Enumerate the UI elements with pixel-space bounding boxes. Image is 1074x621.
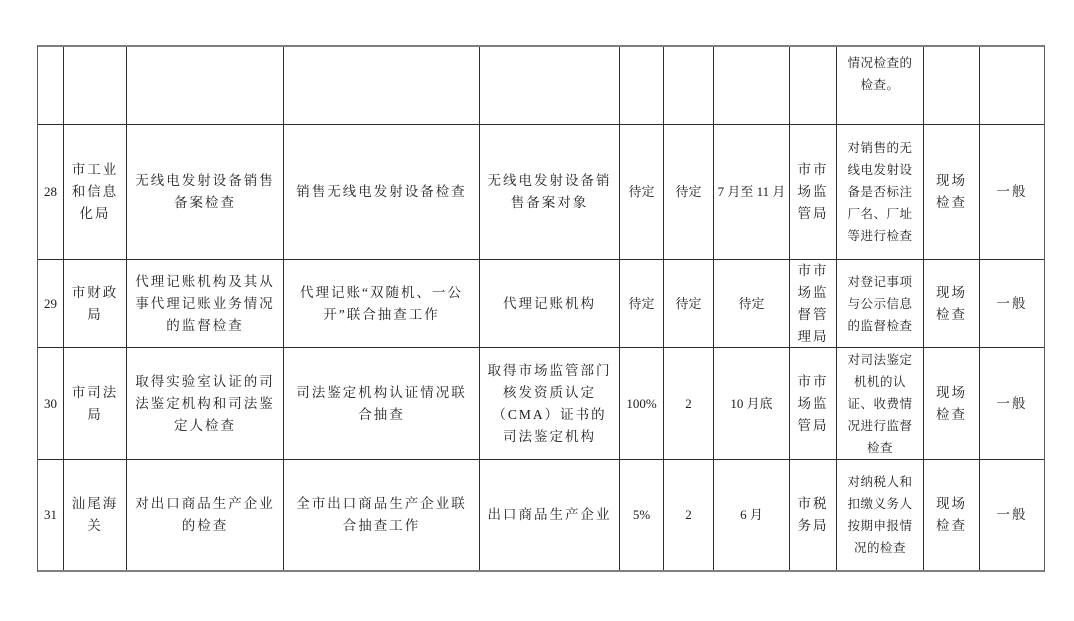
cell-lead-org: 市税务局 (790, 460, 837, 570)
cell-empty (620, 47, 664, 125)
cell-empty (38, 47, 64, 125)
cell-department: 汕尾海关 (64, 460, 127, 570)
cell-lead-org: 市市场监督管理局 (790, 260, 837, 348)
cell-empty (64, 47, 127, 125)
cell-empty (480, 47, 620, 125)
cell-time: 待定 (714, 260, 790, 348)
cell-department: 市财政局 (64, 260, 127, 348)
cell-item-name: 代理记账机构及其从事代理记账业务情况的监督检查 (127, 260, 284, 348)
cell-method: 现场检查 (924, 460, 980, 570)
cell-empty (714, 47, 790, 125)
cell-serial: 29 (38, 260, 64, 348)
cell-time: 7 月至 11 月 (714, 125, 790, 260)
cell-time: 6 月 (714, 460, 790, 570)
cell-task-name: 司法鉴定机构认证情况联合抽查 (284, 348, 480, 460)
cell-serial: 31 (38, 460, 64, 570)
cell-content: 对司法鉴定机机的认证、收费情况进行监督检查 (837, 348, 924, 460)
cell-content: 对销售的无线电发射设备是否标注厂名、厂址等进行检查 (837, 125, 924, 260)
cell-count: 待定 (664, 260, 714, 348)
cell-category: 一般 (980, 260, 1044, 348)
cell-count: 2 (664, 348, 714, 460)
cell-item-name: 取得实验室认证的司法鉴定机构和司法鉴定人检查 (127, 348, 284, 460)
cell-task-name: 全市出口商品生产企业联合抽查工作 (284, 460, 480, 570)
cell-empty (980, 47, 1044, 125)
cell-time: 10 月底 (714, 348, 790, 460)
cell-item-name: 无线电发射设备销售备案检查 (127, 125, 284, 260)
cell-category: 一般 (980, 348, 1044, 460)
cell-empty (664, 47, 714, 125)
cell-category: 一般 (980, 125, 1044, 260)
cell-object: 代理记账机构 (480, 260, 620, 348)
cell-lead-org: 市市场监管局 (790, 348, 837, 460)
cell-content-continuation: 情况检查的检查。 (837, 47, 924, 125)
cell-content: 对登记事项与公示信息的监督检查 (837, 260, 924, 348)
cell-department: 市司法局 (64, 348, 127, 460)
cell-object: 无线电发射设备销售备案对象 (480, 125, 620, 260)
cell-empty (790, 47, 837, 125)
cell-serial: 30 (38, 348, 64, 460)
cell-ratio: 100% (620, 348, 664, 460)
cell-ratio: 5% (620, 460, 664, 570)
cell-empty (127, 47, 284, 125)
inspection-plan-table (37, 45, 1045, 572)
cell-task-name: 代理记账“双随机、一公开”联合抽查工作 (284, 260, 480, 348)
cell-ratio: 待定 (620, 125, 664, 260)
cell-department: 市工业和信息化局 (64, 125, 127, 260)
cell-object: 出口商品生产企业 (480, 460, 620, 570)
cell-count: 2 (664, 460, 714, 570)
cell-method: 现场检查 (924, 348, 980, 460)
cell-method: 现场检查 (924, 260, 980, 348)
cell-method: 现场检查 (924, 125, 980, 260)
cell-task-name: 销售无线电发射设备检查 (284, 125, 480, 260)
cell-count: 待定 (664, 125, 714, 260)
cell-lead-org: 市市场监管局 (790, 125, 837, 260)
cell-item-name: 对出口商品生产企业的检查 (127, 460, 284, 570)
cell-empty (924, 47, 980, 125)
cell-empty (284, 47, 480, 125)
cell-content: 对纳税人和扣缴义务人按期申报情况的检查 (837, 460, 924, 570)
cell-serial: 28 (38, 125, 64, 260)
cell-object: 取得市场监管部门核发资质认定（CMA）证书的司法鉴定机构 (480, 348, 620, 460)
cell-category: 一般 (996, 507, 1028, 522)
cell-ratio: 待定 (620, 260, 664, 348)
